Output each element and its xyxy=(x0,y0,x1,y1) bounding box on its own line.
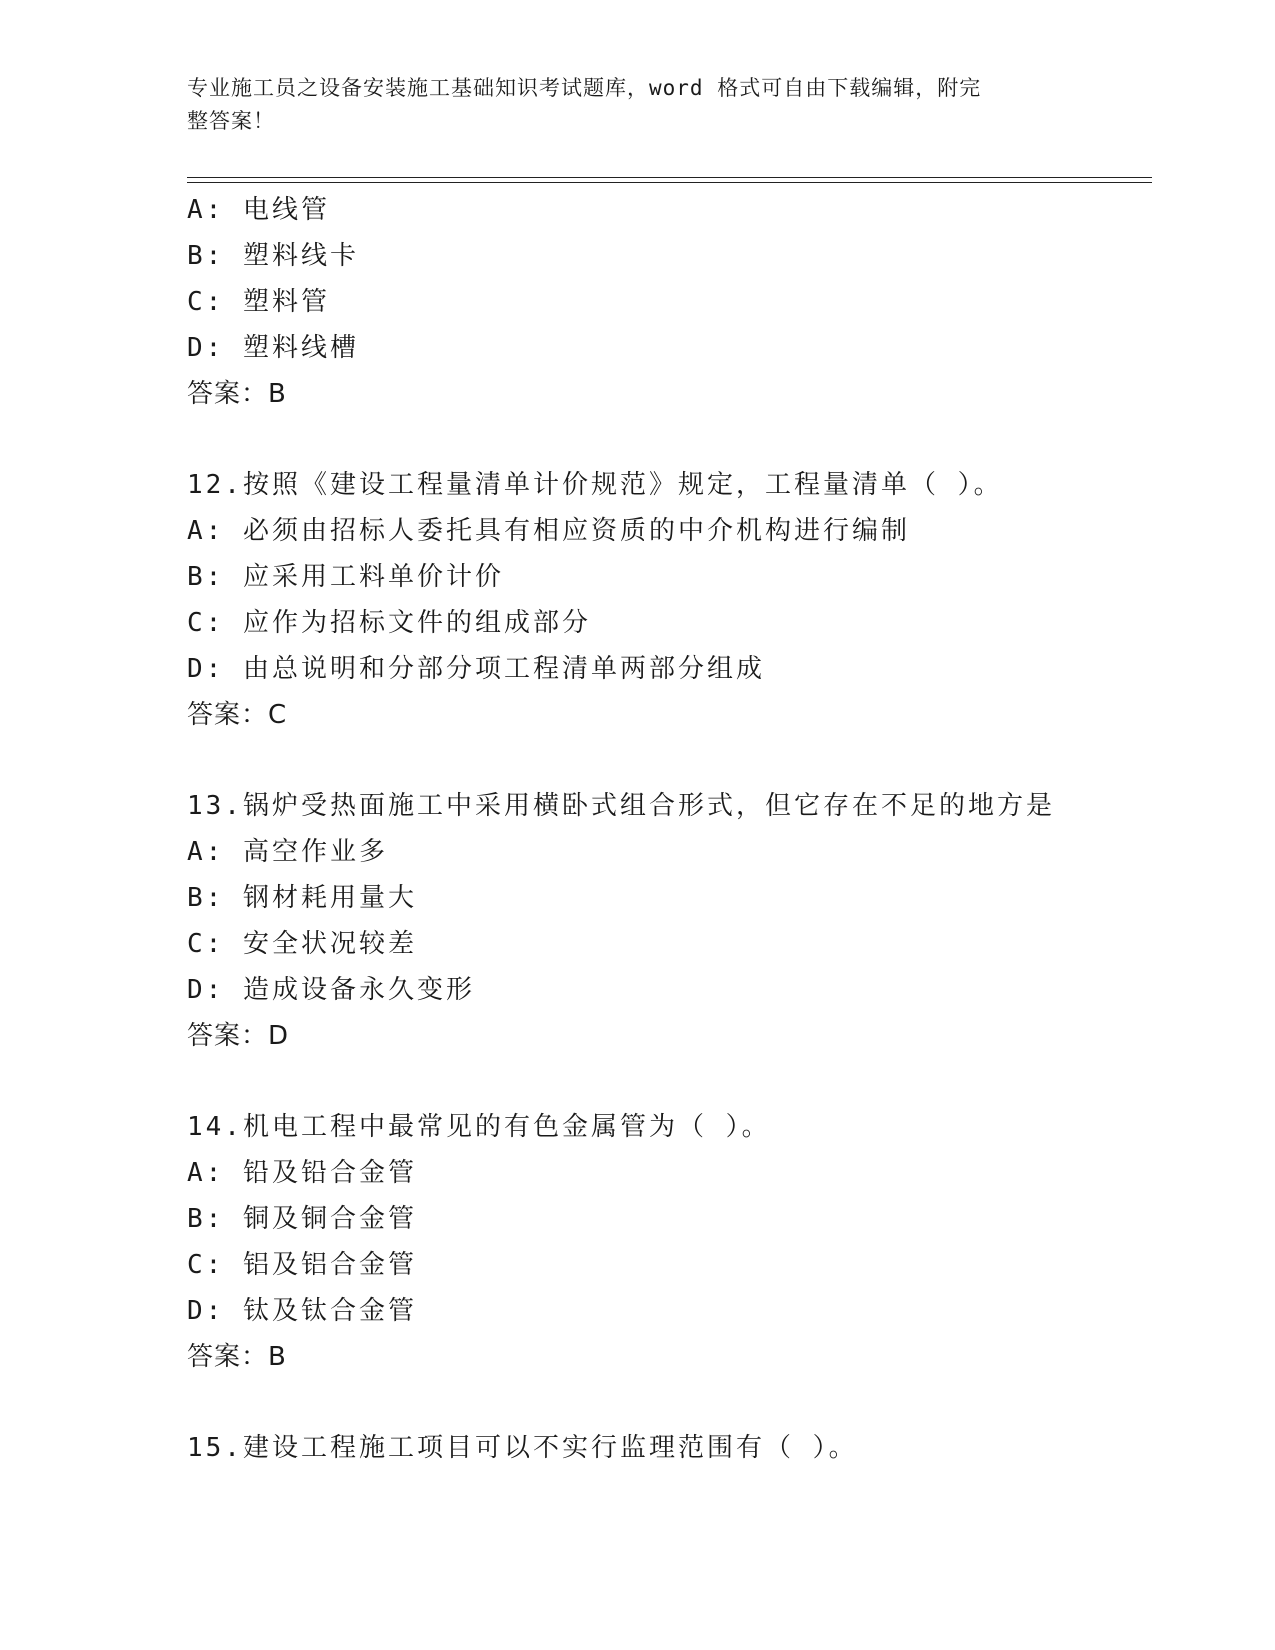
option-a: A: 必须由招标人委托具有相应资质的中介机构进行编制 xyxy=(187,516,910,546)
answer: 答案：C xyxy=(187,700,288,730)
option-a: A: 铅及铅合金管 xyxy=(187,1158,417,1188)
header-line-1: 专业施工员之设备安装施工基础知识考试题库，word 格式可自由下载编辑，附完 xyxy=(187,76,982,100)
question-list xyxy=(187,187,1147,1471)
answer: 答案：B xyxy=(187,1342,287,1372)
option-c: C: 应作为招标文件的组成部分 xyxy=(187,608,591,638)
question-stem: 15.建设工程施工项目可以不实行监理范围有（ ）。 xyxy=(187,1433,858,1463)
question-stem: 14.机电工程中最常见的有色金属管为（ ）。 xyxy=(187,1112,771,1142)
option-a: A: 电线管 xyxy=(187,195,330,225)
option-b: B: 铜及铜合金管 xyxy=(187,1204,417,1234)
option-d: D: 由总说明和分部分项工程清单两部分组成 xyxy=(187,654,765,684)
option-b: B: 应采用工料单价计价 xyxy=(187,562,504,592)
option-c: C: 塑料管 xyxy=(187,287,330,317)
question-11 xyxy=(187,187,1147,417)
option-b: B: 钢材耗用量大 xyxy=(187,883,417,913)
header-divider-top xyxy=(187,177,1152,178)
option-d: D: 钛及钛合金管 xyxy=(187,1296,417,1326)
answer: 答案：B xyxy=(187,379,287,409)
header-divider-bottom xyxy=(187,182,1152,183)
option-d: D: 造成设备永久变形 xyxy=(187,975,475,1005)
header-line-2: 整答案！ xyxy=(187,109,275,133)
question-12 xyxy=(187,462,1147,738)
question-stem: 12.按照《建设工程量清单计价规范》规定，工程量清单（ ）。 xyxy=(187,470,1003,500)
question-15 xyxy=(187,1425,1147,1471)
option-c: C: 铝及铝合金管 xyxy=(187,1250,417,1280)
question-13 xyxy=(187,783,1147,1059)
question-14 xyxy=(187,1104,1147,1380)
option-b: B: 塑料线卡 xyxy=(187,241,359,271)
question-stem: 13.锅炉受热面施工中采用横卧式组合形式，但它存在不足的地方是 xyxy=(187,791,1055,821)
option-c: C: 安全状况较差 xyxy=(187,929,417,959)
option-a: A: 高空作业多 xyxy=(187,837,388,867)
option-d: D: 塑料线槽 xyxy=(187,333,359,363)
answer: 答案：D xyxy=(187,1021,290,1051)
document-header xyxy=(187,72,1067,138)
